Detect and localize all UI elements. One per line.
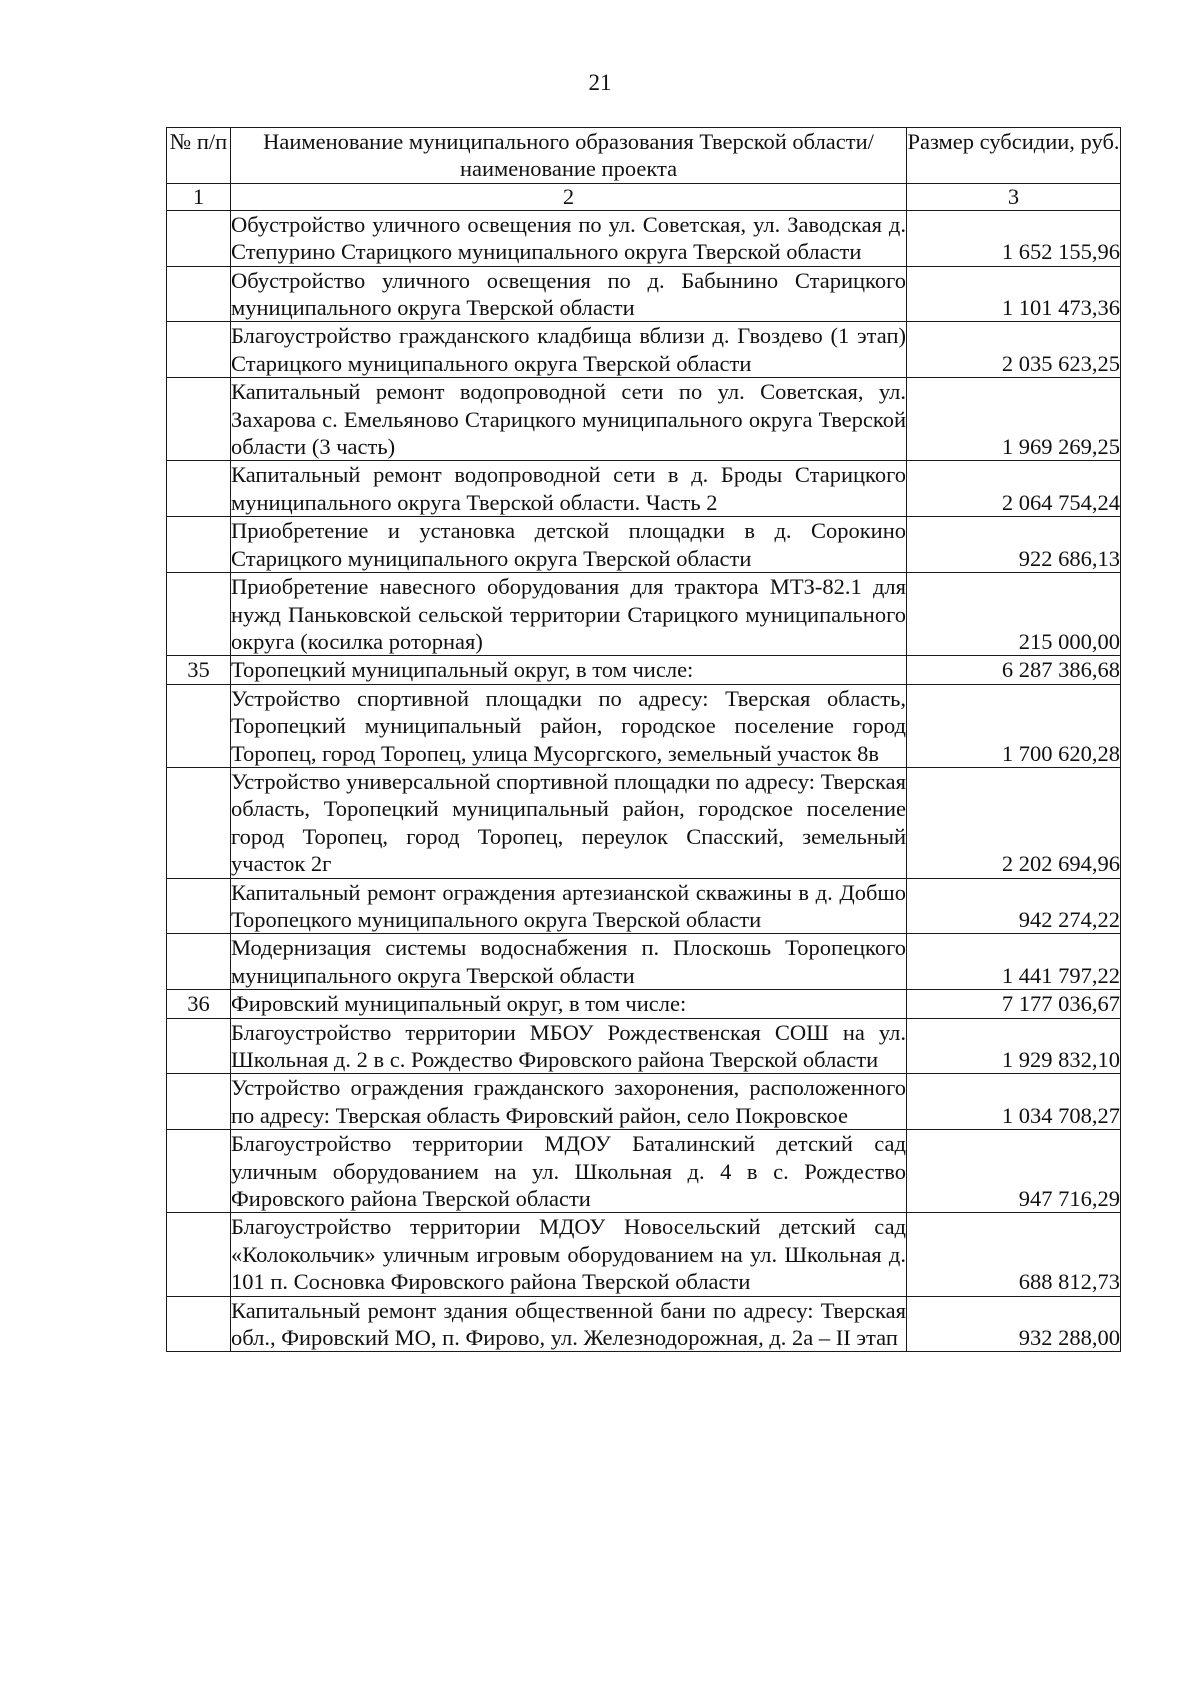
table-row: [167, 378, 1121, 461]
table-body: [167, 210, 1121, 1352]
row-name: Капитальный ремонт водопроводной сети в д. Броды Старицкого муниципального округа Тверской области. Часть 2: [231, 462, 906, 515]
page-number: 21: [588, 70, 612, 95]
table-row: [167, 461, 1121, 517]
row-number: [167, 266, 231, 322]
table-row: [167, 767, 1121, 878]
row-name: Устройство спортивной площадки по адресу: Тверская область, Торопецкий муниципальный район, городское поселение город Торопец, город Торопец, улица Мусоргского, земельный участок 8в: [231, 685, 906, 766]
table-row: [167, 1296, 1121, 1352]
row-amount: 1 034 708,27: [907, 1074, 1121, 1130]
row-name: Капитальный ремонт ограждения артезианской скважины в д. Добшо Торопецкого муниципального округа Тверской области: [231, 879, 906, 932]
row-number: [167, 1074, 231, 1130]
row-name: Капитальный ремонт водопроводной сети по ул. Советская, ул. Захарова с. Емельяново Старицкого муниципального округа Тверской области (3 часть): [231, 379, 906, 460]
row-number: [167, 517, 231, 573]
header-number: № п/п: [167, 128, 231, 184]
row-number: [167, 1018, 231, 1074]
row-amount: 2 035 623,25: [907, 322, 1121, 378]
row-name: Благоустройство территории МДОУ Баталинский детский сад уличным оборудованием на ул. Школьная д. 4 в с. Рождество Фировского района Тверской области: [231, 1131, 906, 1212]
row-name: Модернизация системы водоснабжения п. Плоскошь Торопецкого муниципального округа Тверской области: [231, 935, 906, 988]
row-amount: 1 101 473,36: [907, 266, 1121, 322]
row-amount: 1 969 269,25: [907, 378, 1121, 461]
table-row-group: [167, 990, 1121, 1018]
row-amount: 1 700 620,28: [907, 684, 1121, 767]
table-row: [167, 1074, 1121, 1130]
row-number: 36: [167, 990, 231, 1018]
table-row: [167, 266, 1121, 322]
table-row: [167, 684, 1121, 767]
row-name: Торопецкий муниципальный округ, в том числе:: [231, 656, 907, 684]
row-amount: 922 686,13: [907, 517, 1121, 573]
subsidy-table: [166, 127, 1121, 1352]
row-amount: 7 177 036,67: [907, 990, 1121, 1018]
row-amount: 6 287 386,68: [907, 656, 1121, 684]
table-row: [167, 878, 1121, 934]
row-amount: 942 274,22: [907, 878, 1121, 934]
row-name: Приобретение навесного оборудования для трактора МТЗ-82.1 для нужд Паньковской сельской территории Старицкого муниципального округа (косилка роторная): [231, 574, 906, 654]
table-row-group: [167, 656, 1121, 684]
row-number: [167, 1296, 231, 1352]
column-index-row: [167, 183, 1121, 210]
row-number: [167, 1213, 231, 1296]
row-number: [167, 210, 231, 266]
table-row: [167, 517, 1121, 573]
column-index-1: 1: [167, 183, 231, 210]
row-amount: 2 064 754,24: [907, 461, 1121, 517]
row-number: [167, 934, 231, 990]
row-number: [167, 1130, 231, 1213]
table-header-row: [167, 128, 1121, 184]
table-row: [167, 573, 1121, 656]
row-amount: 1 441 797,22: [907, 934, 1121, 990]
column-index-3: 3: [907, 183, 1121, 210]
header-name: Наименование муниципального образования Тверской области/наименование проекта: [231, 128, 907, 184]
table-row: [167, 210, 1121, 266]
row-name: Капитальный ремонт здания общественной бани по адресу: Тверская обл., Фировский МО, п. Фирово, ул. Железнодорожная, д. 2а – II этап: [231, 1297, 906, 1351]
row-amount: 1 652 155,96: [907, 210, 1121, 266]
column-index-2: 2: [231, 183, 907, 210]
table-row: [167, 934, 1121, 990]
row-number: [167, 684, 231, 767]
header-amount: Размер субсидии, руб.: [907, 128, 1121, 184]
row-number: [167, 573, 231, 656]
row-name: Приобретение и установка детской площадки в д. Сорокино Старицкого муниципального округа Тверской области: [231, 518, 906, 571]
row-amount: 932 288,00: [907, 1296, 1121, 1352]
row-name: Благоустройство гражданского кладбища вблизи д. Гвоздево (1 этап) Старицкого муниципального округа Тверской области: [231, 323, 906, 376]
table-row: [167, 1213, 1121, 1296]
table-row: [167, 1130, 1121, 1213]
table-row: [167, 1018, 1121, 1074]
row-name: Устройство ограждения гражданского захоронения, расположенного по адресу: Тверская область Фировский район, село Покровское: [231, 1075, 906, 1128]
row-name: Фировский муниципальный округ, в том числе:: [231, 990, 907, 1018]
row-number: [167, 767, 231, 878]
row-name: Обустройство уличного освещения по д. Бабынино Старицкого муниципального округа Тверской области: [231, 267, 906, 321]
row-amount: 688 812,73: [907, 1213, 1121, 1296]
row-number: [167, 322, 231, 378]
row-number: 35: [167, 656, 231, 684]
row-amount: 947 716,29: [907, 1130, 1121, 1213]
row-number: [167, 878, 231, 934]
row-amount: 2 202 694,96: [907, 767, 1121, 878]
row-number: [167, 461, 231, 517]
row-name: Обустройство уличного освещения по ул. Советская, ул. Заводская д. Степурино Старицкого муниципального округа Тверской области: [231, 211, 906, 265]
row-name: Благоустройство территории МБОУ Рождественская СОШ на ул. Школьная д. 2 в с. Рождество Фировского района Тверской области: [231, 1019, 906, 1072]
row-amount: 1 929 832,10: [907, 1018, 1121, 1074]
row-name: Благоустройство территории МДОУ Новосельский детский сад «Колокольчик» уличным игровым оборудованием на ул. Школьная д. 101 п. Сосновка Фировского района Тверской области: [231, 1214, 906, 1295]
table-row: [167, 322, 1121, 378]
row-name: Устройство универсальной спортивной площадки по адресу: Тверская область, Торопецкий муниципальный район, городское поселение город Торопец, город Торопец, переулок Спасский, земельный участок 2г: [231, 768, 906, 877]
row-amount: 215 000,00: [907, 573, 1121, 656]
row-number: [167, 378, 231, 461]
